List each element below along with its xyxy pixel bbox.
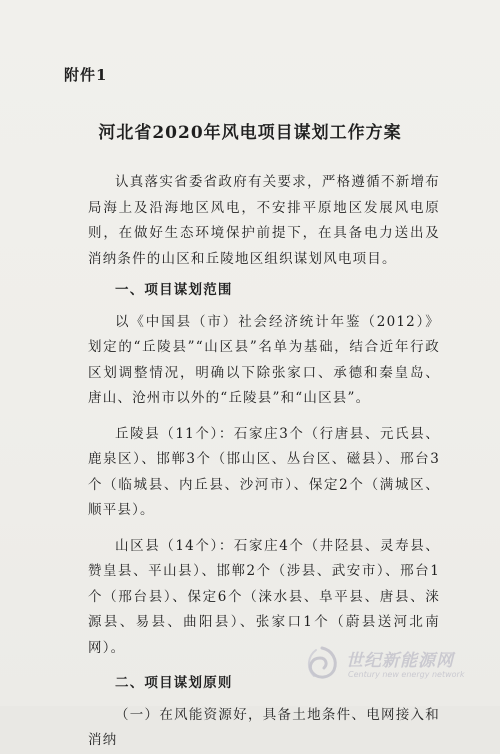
watermark-subtitle: Century new energy network [348, 670, 465, 679]
watermark-brand: 世纪新能源网 [346, 651, 454, 671]
hill-counties-paragraph: 丘陵县（11个）：石家庄3个（行唐县、元氏县、鹿泉区）、邯郸3个（邯山区、丛台区、磁县）、邢台3个（临城县、内丘县、沙河市）、保定2个（满城区、顺平县）。 [88, 425, 440, 518]
principles-paragraph: （一）在风能资源好，具备土地条件、电网接入和消纳 [88, 706, 440, 748]
reverse-side-bleed [300, 60, 470, 83]
swirl-logo-icon [302, 644, 342, 684]
section-heading-principles: 二、项目谋划原则 [115, 675, 233, 691]
attachment-label: 附件1 [64, 66, 108, 84]
site-watermark [302, 642, 482, 686]
scope-paragraph: 以《中国县（市）社会经济统计年鉴（2012）》划定的“丘陵县”“山区县”名单为基础，结合近年行政区划调整情况，明确以下除张家口、承德和秦皇岛、唐山、沧州市以外的“丘陵县”和“山区县”。 [88, 313, 440, 406]
intro-paragraph: 认真落实省委省政府有关要求，严格遵循不新增布局海上及沿海地区风电，不安排平原地区发展风电原则，在做好生态环境保护前提下，在具备电力送出及消纳条件的山区和丘陵地区组织谋划风电项目。 [88, 174, 440, 267]
mountain-counties-paragraph: 山区县（14个）：石家庄4个（井陉县、灵寿县、赞皇县、平山县）、邯郸2个（涉县、武安市）、邢台1个（邢台县）、保定6个（涞水县、阜平县、唐县、涞源县、易县、曲阳县）、张家口1个（蔚县送河北南网）。 [88, 537, 440, 656]
document-title: 河北省2020年风电项目谋划工作方案 [98, 123, 402, 143]
section-heading-scope: 一、项目谋划范围 [115, 282, 233, 298]
